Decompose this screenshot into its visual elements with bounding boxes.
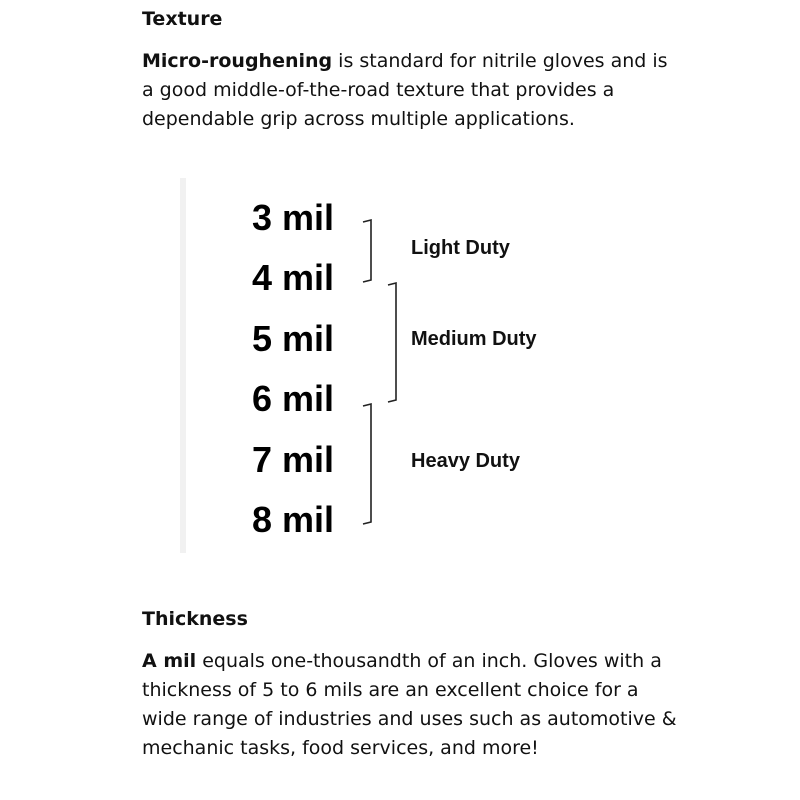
- medium-duty-label: Medium Duty: [411, 328, 537, 350]
- thickness-paragraph: [142, 647, 682, 763]
- texture-paragraph: [142, 47, 682, 134]
- medium-duty-bracket: [388, 283, 396, 402]
- thickness-heading: Thickness: [142, 608, 248, 630]
- glove-thickness-diagram: [180, 178, 600, 558]
- mil-label-7: 7 mil: [252, 439, 335, 480]
- mil-label-6: 6 mil: [252, 378, 335, 419]
- thickness-lead-bold: A mil: [142, 650, 197, 672]
- texture-text: is standard for nitrile gloves and is a good middle-of-the-road texture that provides a dependable grip across multiple applications.: [142, 50, 668, 130]
- texture-heading: Texture: [142, 8, 223, 30]
- light-duty-label: Light Duty: [411, 237, 510, 259]
- texture-lead-bold: Micro-roughening: [142, 50, 333, 72]
- mil-label-4: 4 mil: [252, 257, 335, 298]
- mil-label-5: 5 mil: [252, 318, 335, 359]
- mil-label-8: 8 mil: [252, 499, 335, 540]
- light-duty-bracket: [363, 220, 371, 282]
- heavy-duty-bracket: [363, 404, 371, 524]
- mil-label-3: 3 mil: [252, 197, 335, 238]
- thickness-text: equals one-thousandth of an inch. Gloves with a thickness of 5 to 6 mils are an excellent choice for a wide range of industries and uses such as automotive & mechanic tasks, food services, and more!: [142, 650, 677, 759]
- duty-brackets: [180, 178, 600, 558]
- heavy-duty-label: Heavy Duty: [411, 450, 520, 472]
